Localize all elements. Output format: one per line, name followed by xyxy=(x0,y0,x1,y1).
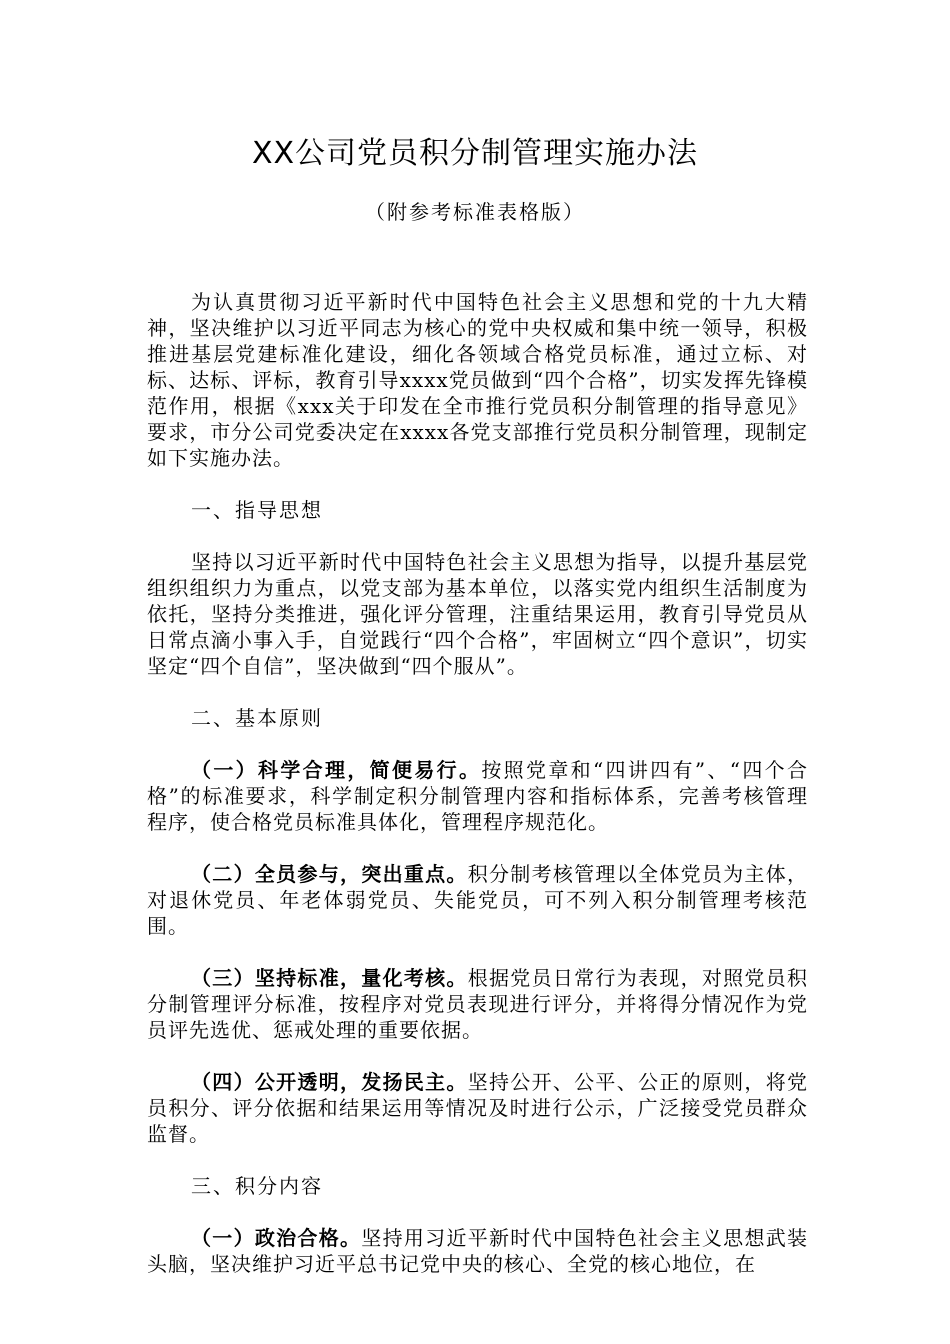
principle-paragraph xyxy=(147,861,808,939)
principle-paragraph xyxy=(147,757,808,835)
section-heading-guiding-ideology: 一、指导思想 xyxy=(191,498,323,522)
document-subtitle: （附参考标准表格版） xyxy=(365,200,585,224)
section-heading-points-content: 三、积分内容 xyxy=(191,1174,323,1198)
points-content-paragraph xyxy=(147,1225,808,1277)
principle-paragraph xyxy=(147,1069,808,1147)
principle-lead: （四）公开透明，发扬民主。 xyxy=(191,1070,468,1094)
principle-paragraph xyxy=(147,965,808,1043)
principle-text: 根据党员日常行为表现，对照党员积分制管理评分标准，按程序对党员表现进行评分，并将得分情况作为党员评先选优、惩戒处理的重要依据。 xyxy=(147,966,809,1042)
points-content-text: 坚持用习近平新时代中国特色社会主义思想武装头脑，坚决维护习近平总书记党中央的核心、全党的核心地位，在 xyxy=(147,1226,809,1276)
document-body xyxy=(147,289,808,1303)
guiding-ideology-paragraph: 坚持以习近平新时代中国特色社会主义思想为指导，以提升基层党组织组织力为重点，以党支部为基本单位，以落实党内组织生活制度为依托，坚持分类推进，强化评分管理，注重结果运用，教育引导党员从日常点滴小事入手，自觉践行“四个合格”，牢固树立“四个意识”，切实坚定“四个自信”，坚决做到“四个服从”。 xyxy=(147,550,808,678)
section-heading-basic-principles: 二、基本原则 xyxy=(191,706,323,730)
points-content-lead: （一）政治合格。 xyxy=(191,1226,362,1250)
document-title: XX公司党员积分制管理实施办法 xyxy=(251,136,699,171)
principle-text: 坚持公开、公平、公正的原则，将党员积分、评分依据和结果运用等情况及时进行公示，广泛接受党员群众监督。 xyxy=(147,1070,809,1146)
intro-paragraph: 为认真贯彻习近平新时代中国特色社会主义思想和党的十九大精神，坚决维护以习近平同志为核心的党中央权威和集中统一领导，积极推进基层党建标准化建设，细化各领域合格党员标准，通过立标、对标、达标、评标，教育引导xxxx党员做到“四个合格”，切实发挥先锋模范作用，根据《xxx关于印发在全市推行党员积分制管理的指导意见》要求，市分公司党委决定在xxxx各党支部推行党员积分制管理，现制定如下实施办法。 xyxy=(147,290,808,470)
principle-text: 积分制考核管理以全体党员为主体，对退休党员、年老体弱党员、失能党员，可不列入积分制管理考核范围。 xyxy=(147,862,809,938)
principle-text: 按照党章和“四讲四有”、“四个合格”的标准要求，科学制定积分制管理内容和指标体系，完善考核管理程序，使合格党员标准具体化，管理程序规范化。 xyxy=(147,758,808,834)
principle-lead: （三）坚持标准，量化考核。 xyxy=(191,966,468,990)
principle-lead: （一）科学合理，简便易行。 xyxy=(191,758,482,782)
principle-lead: （二）全员参与，突出重点。 xyxy=(191,862,468,886)
